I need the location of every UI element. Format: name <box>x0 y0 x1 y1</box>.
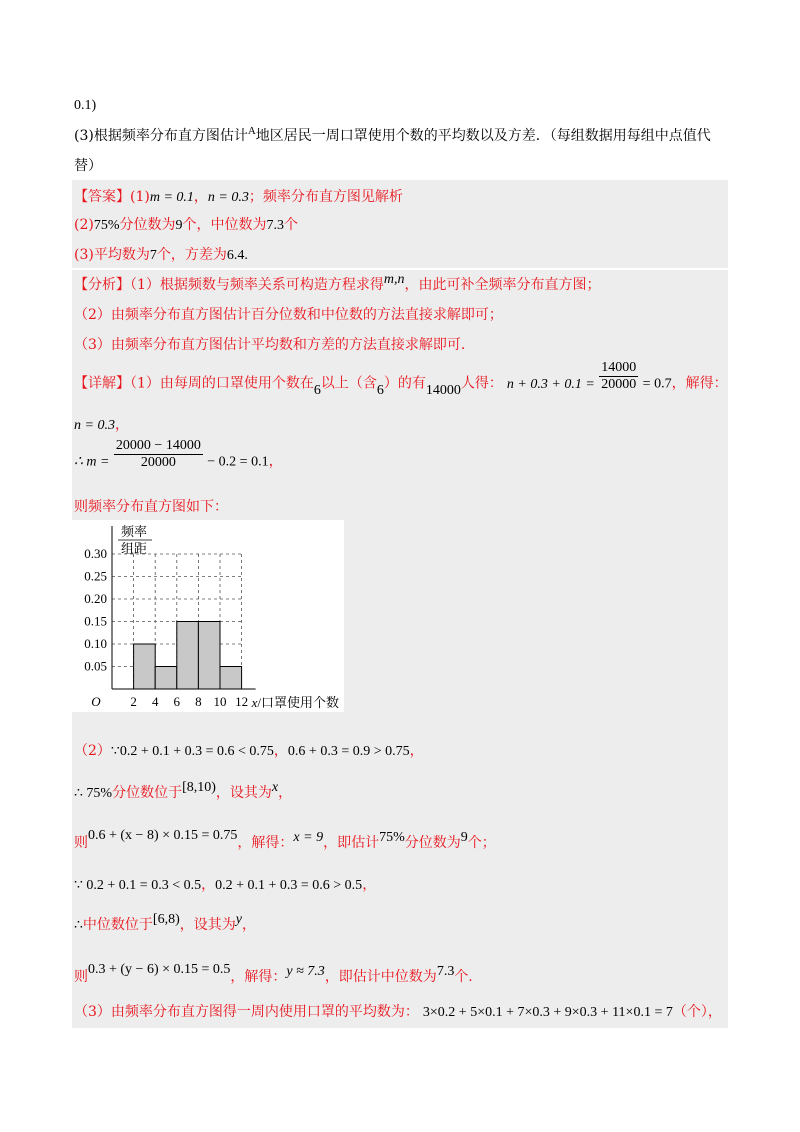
x-tick-label: 6 <box>173 694 181 709</box>
q3-prefix: (3)根据频率分布直方图估计 <box>74 128 248 144</box>
part2-line-1 <box>74 742 424 761</box>
answer-percent: 75% <box>93 218 120 233</box>
y-tick-label: 0.25 <box>84 568 107 584</box>
part2-median-interval: [6,8) <box>152 912 180 927</box>
answer-t2: 个，中位数为 <box>182 217 267 233</box>
part2-interval: [8,10) <box>182 780 216 795</box>
answer-n: n = 0.3 <box>207 190 249 205</box>
part2-median-unit: 个. <box>454 969 473 985</box>
answer-mean: 7 <box>149 248 157 263</box>
detail-m-left: ∴ m = <box>74 454 110 470</box>
part2-percent-2: 75% <box>379 830 405 845</box>
fraction-2 <box>114 438 203 471</box>
answer-t3: 个 <box>284 217 299 233</box>
detail-1a: （1）由每周的口罩使用个数在 <box>130 375 314 392</box>
histogram-bar <box>134 644 156 689</box>
answer-num-2: (2) <box>74 217 94 233</box>
y-tick-label: 0.20 <box>84 591 107 606</box>
part2-solution: x = 9 <box>293 830 324 845</box>
answer-text-1: ；频率分布直方图见解析 <box>248 189 403 205</box>
histogram-bar <box>198 622 220 690</box>
x-tick-label: 4 <box>151 694 159 709</box>
detail-line-3 <box>74 438 283 472</box>
part2-median-equation: 0.3 + (y − 6) × 0.15 = 0.5 <box>88 962 231 977</box>
detail-comma: ， <box>114 417 129 433</box>
detail-line-1 <box>74 360 728 398</box>
part2-comma-2: ， <box>278 785 293 801</box>
part2-median-let: ，设其为 <box>179 917 236 933</box>
part2-then: 则 <box>74 835 88 851</box>
chart-bars <box>134 622 242 690</box>
x-axis-variable: x <box>251 695 258 710</box>
part2-solve: ，解得： <box>237 835 294 851</box>
part2-median-comma-2: ， <box>241 917 256 933</box>
part2-then-2: 则 <box>74 969 88 985</box>
part2-comma: ， <box>409 743 424 759</box>
detail-comma-2: ， <box>268 453 283 470</box>
part3-line-1 <box>74 1003 722 1022</box>
detail-1c: ）的有 <box>383 375 426 392</box>
part3-text: （3）由频率分布直方图得一周内使用口罩的平均数为： <box>74 1004 419 1020</box>
part2-median-eq-1: ∵ 0.2 + 0.1 = 0.3 < 0.5 <box>74 878 202 893</box>
fraction-1 <box>599 360 638 393</box>
part2-x: x <box>271 780 279 795</box>
detail-eq-left: n + 0.3 + 0.1 = <box>506 376 595 392</box>
analysis-label: 【分析】 <box>74 277 130 293</box>
x-axis-label <box>251 695 339 710</box>
answer-var: 6.4 <box>226 248 245 263</box>
part2-median-located: 中位数位于 <box>82 917 153 933</box>
answer-line-3 <box>74 246 248 265</box>
part2-line-3 <box>74 828 496 853</box>
part2-median-sep: ， <box>201 877 216 893</box>
y-tick-label: 0.05 <box>84 658 107 674</box>
y-tick-label: 0.15 <box>84 613 107 629</box>
histogram-bar <box>220 667 242 690</box>
detail-label: 【详解】 <box>74 375 130 392</box>
fraction-1-num: 14000 <box>601 360 637 375</box>
question-3 <box>74 127 711 146</box>
part2-percentile-is: 分位数为 <box>404 835 461 851</box>
part2-median-eq-2: 0.2 + 0.1 + 0.3 = 0.6 > 0.5 <box>215 878 363 893</box>
answer-line-1 <box>74 188 403 207</box>
answer-m: m = 0.1 <box>149 190 194 205</box>
part2-label: （2） <box>74 743 111 759</box>
analysis-line-1 <box>74 272 601 295</box>
answer-t1: 分位数为 <box>119 217 176 233</box>
part2-therefore: ∴ <box>74 918 83 933</box>
part2-percent: ∴ 75% <box>74 786 113 801</box>
part2-median-solution: y ≈ 7.3 <box>286 964 325 979</box>
detail-1e: ，解得： <box>671 375 728 392</box>
part3-equation: 3×0.2 + 5×0.1 + 7×0.3 + 9×0.3 + 11×0.1 = 7 <box>422 1005 673 1020</box>
y-tick-label: 0.10 <box>84 636 107 651</box>
detail-six: 6 <box>313 382 321 398</box>
origin-label: O <box>91 694 101 709</box>
answer-label: 【答案】 <box>74 189 130 205</box>
detail-line-4: 则频率分布直方图如下： <box>74 499 228 515</box>
part2-value: 9 <box>460 830 468 845</box>
x-tick-label: 8 <box>195 694 202 709</box>
answer-v1: 9 <box>175 218 183 233</box>
answer-period: . <box>244 248 248 263</box>
part2-located: 分位数位于 <box>112 785 183 801</box>
answer-num-1: (1) <box>130 189 150 205</box>
answer-v2: 7.3 <box>266 218 285 233</box>
fraction-1-den: 20000 <box>601 377 637 392</box>
analysis-vars: m,n <box>383 272 405 287</box>
part2-line-4 <box>74 876 376 895</box>
detail-m-right: − 0.2 = 0.1 <box>207 454 269 470</box>
x-tick-label: 2 <box>130 694 137 709</box>
part2-median-comma: ， <box>362 877 377 893</box>
frequency-histogram <box>72 520 344 712</box>
analysis-text-1b: ，由此可补全频率分布直方图； <box>404 277 601 293</box>
detail-n-value: n = 0.3 <box>74 418 115 433</box>
analysis-text-1: （1）根据频数与频率关系可构造方程求得 <box>130 277 384 293</box>
part2-median-value: 7.3 <box>436 964 455 979</box>
part2-line-6 <box>74 962 473 987</box>
previous-fragment: 0.1) <box>74 98 97 113</box>
detail-line-2 <box>74 416 129 435</box>
fraction-2-den: 20000 <box>140 455 176 470</box>
detail-count: 14000 <box>425 382 461 398</box>
detail-six-2: 6 <box>376 382 384 398</box>
histogram-bar <box>177 622 199 690</box>
x-tick-label: 10 <box>213 694 227 709</box>
question-3-cont: 替） <box>74 158 102 174</box>
detail-1b: 以上（含 <box>320 375 377 392</box>
part2-median-estimate: ，即估计中位数为 <box>324 969 437 985</box>
part2-y: y <box>235 912 242 927</box>
detail-1d: 人得： <box>460 375 503 392</box>
y-axis-label-top: 频率 <box>120 524 148 539</box>
y-tick-label: 0.30 <box>84 546 107 561</box>
part2-estimate: ，即估计 <box>323 835 380 851</box>
x-tick-label: 12 <box>235 694 249 709</box>
part2-sep: ， <box>273 743 288 759</box>
analysis-line-2: （2）由频率分布直方图估计百分位数和中位数的方法直接求解即可； <box>74 307 503 323</box>
x-axis-text: /口罩使用个数 <box>257 695 340 710</box>
part2-eq-1: ∵0.2 + 0.1 + 0.3 = 0.6 < 0.75 <box>110 744 274 759</box>
part2-eq-2: 0.6 + 0.3 = 0.9 > 0.75 <box>287 744 410 759</box>
answer-sep: ， <box>193 189 208 205</box>
answer-var-label: 个，方差为 <box>156 247 227 263</box>
detail-eq-right: = 0.7 <box>642 376 672 392</box>
part2-equation: 0.6 + (x − 8) × 0.15 = 0.75 <box>88 828 238 843</box>
answer-mean-label: 平均数为 <box>93 247 150 263</box>
part2-let: ，设其为 <box>215 785 272 801</box>
q3-region: A <box>247 125 256 137</box>
answer-num-3: (3) <box>74 247 94 263</box>
y-axis-label-bottom: 组距 <box>120 541 148 556</box>
part2-unit: 个； <box>467 835 496 851</box>
histogram-bar <box>155 667 177 690</box>
fraction-2-num: 20000 − 14000 <box>115 438 201 453</box>
q3-body: 地区居民一周口罩使用个数的平均数以及方差．（每组数据用每组中点值代 <box>255 128 711 144</box>
part2-line-5 <box>74 912 256 935</box>
answer-line-2 <box>74 216 298 235</box>
part2-solve-2: ，解得： <box>230 969 287 985</box>
part3-unit: （个）， <box>672 1004 722 1020</box>
part2-line-2 <box>74 780 293 803</box>
analysis-line-3: （3）由频率分布直方图估计平均数和方差的方法直接求解即可. <box>74 337 466 353</box>
fragment-value: 0.1 <box>74 98 92 113</box>
